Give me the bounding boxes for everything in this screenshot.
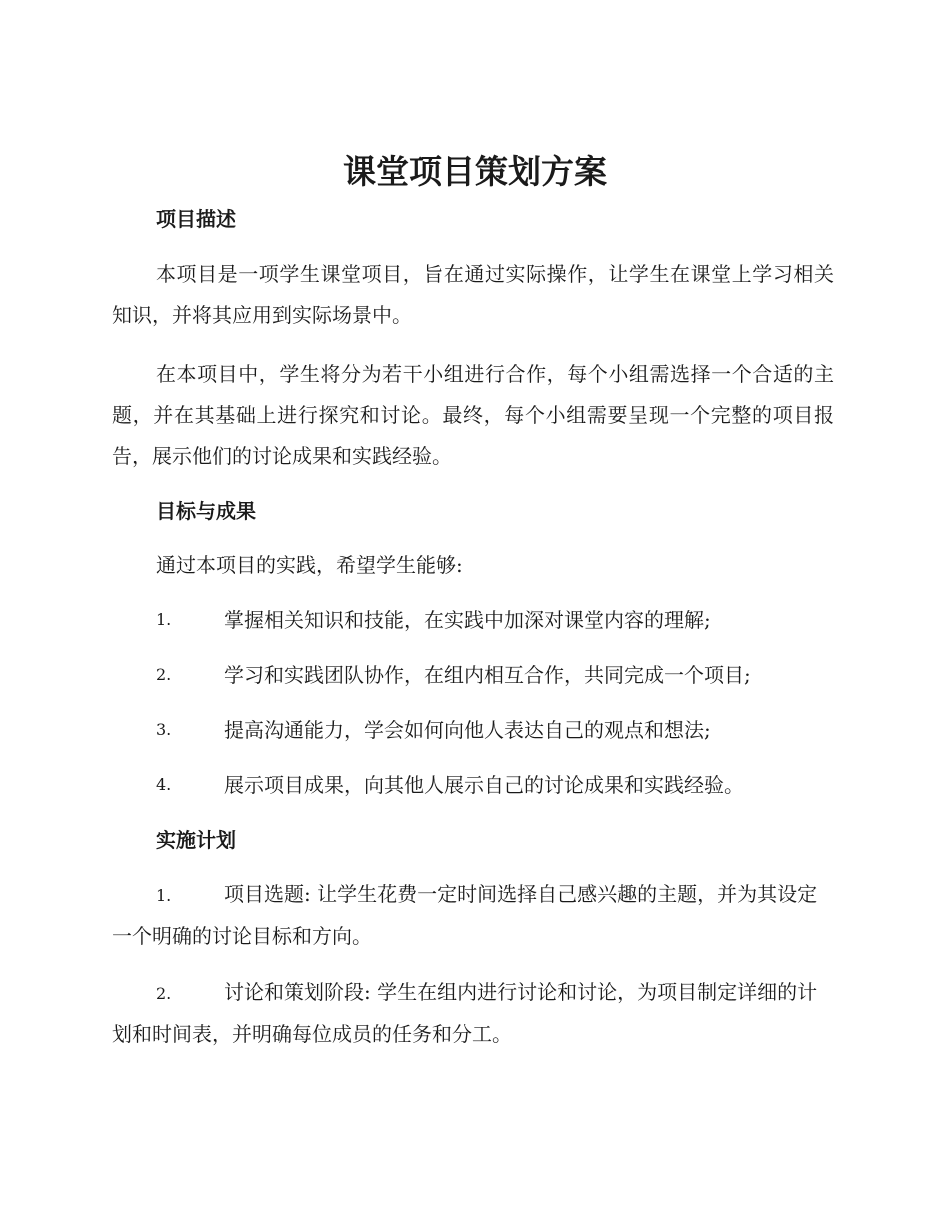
- paragraph: 本项目是一项学生课堂项目，旨在通过实际操作，让学生在课堂上学习相关知识，并将其应用到实际场景中。: [112, 262, 834, 327]
- list-item: [112, 606, 834, 634]
- list-text: 学习和实践团队协作，在组内相互合作，共同完成一个项目;: [224, 663, 751, 687]
- list-text: 项目选题: 让学生花费一定时间选择自己感兴趣的主题，并为其设定一个明确的讨论目标和方向。: [112, 882, 818, 948]
- document-title: 课堂项目策划方案: [343, 152, 607, 191]
- list-item: [112, 874, 834, 957]
- list-item: [112, 661, 834, 689]
- list-text: 提高沟通能力，学会如何向他人表达自己的观点和想法;: [224, 718, 711, 742]
- list-number: 2.: [156, 665, 172, 684]
- list-text: 掌握相关知识和技能，在实践中加深对课堂内容的理解;: [224, 608, 711, 632]
- list-text: 展示项目成果，向其他人展示自己的讨论成果和实践经验。: [224, 773, 744, 797]
- list-number: 1.: [156, 886, 172, 905]
- section-heading-goals: 目标与成果: [156, 499, 256, 523]
- list-item: [112, 972, 834, 1055]
- list-number: 3.: [156, 720, 172, 739]
- list-number: 4.: [156, 775, 172, 794]
- list-item: [112, 716, 834, 744]
- list-item: [112, 771, 834, 799]
- section-heading-project-description: 项目描述: [156, 207, 236, 231]
- list-text: 讨论和策划阶段: 学生在组内进行讨论和讨论，为项目制定详细的计划和时间表，并明确每位成员的任务和分工。: [112, 980, 818, 1046]
- list-number: 2.: [156, 984, 172, 1003]
- section-heading-implementation: 实施计划: [156, 828, 236, 852]
- list-number: 1.: [156, 610, 172, 629]
- paragraph: 通过本项目的实践，希望学生能够:: [156, 553, 463, 577]
- paragraph: 在本项目中，学生将分为若干小组进行合作，每个小组需选择一个合适的主题，并在其基础上进行探究和讨论。最终，每个小组需要呈现一个完整的项目报告，展示他们的讨论成果和实践经验。: [112, 362, 834, 468]
